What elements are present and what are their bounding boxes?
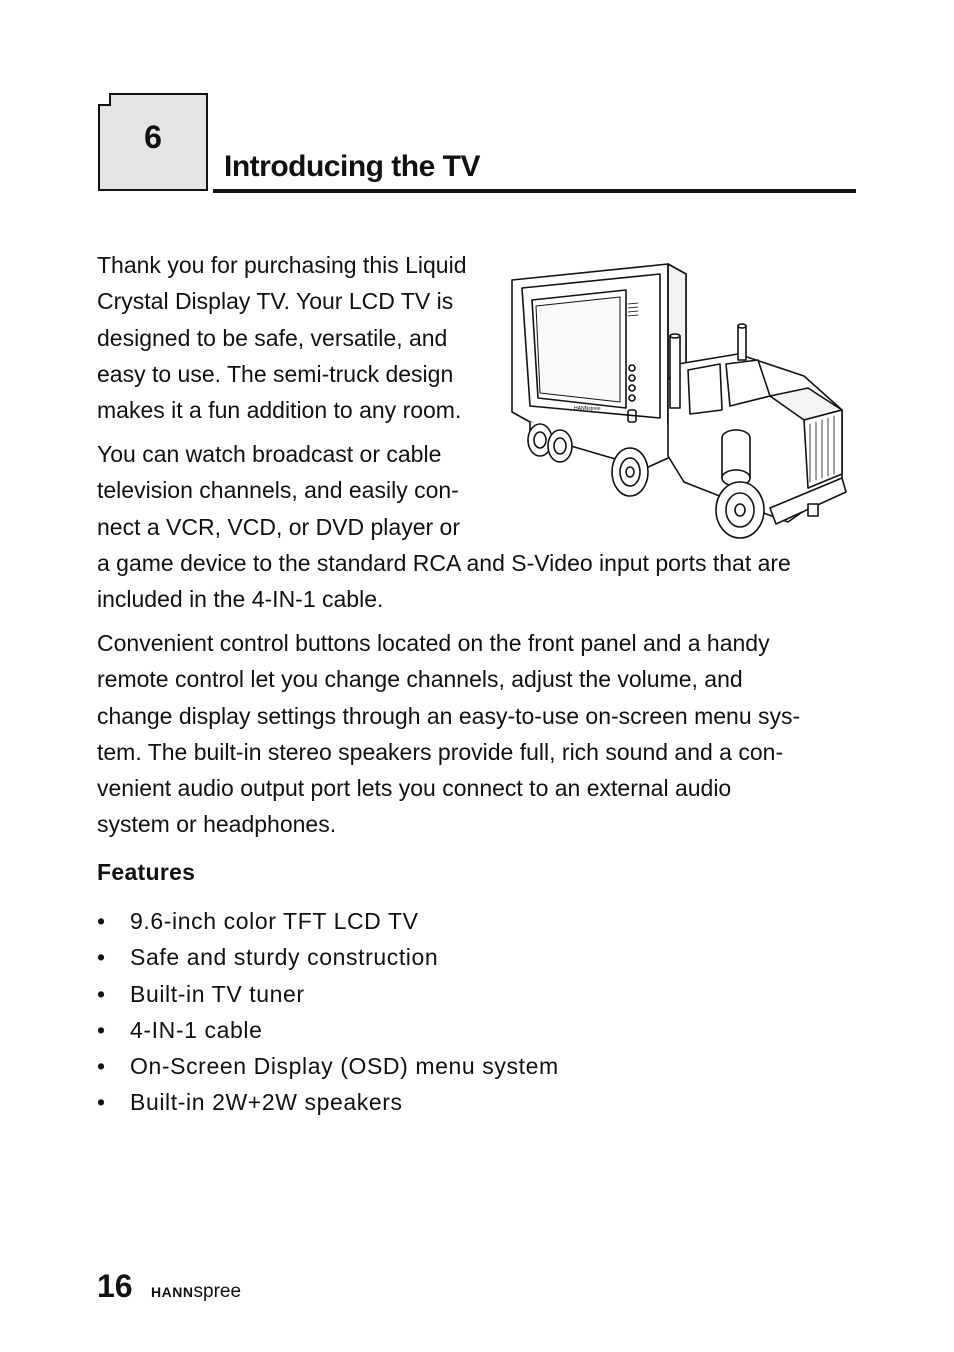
bullet-icon: • [97,980,106,1007]
chapter-tab [98,93,208,191]
feature-text: Built-in TV tuner [130,980,305,1007]
paragraph-line: makes it a fun addition to any room. [97,397,462,424]
feature-text: On-Screen Display (OSD) menu system [130,1053,559,1080]
paragraph-line: Convenient control buttons located on the front panel and a handy [97,630,770,656]
feature-text: Built-in 2W+2W speakers [130,1089,403,1116]
paragraph-line: television channels, and easily con- [97,477,459,504]
feature-text: Safe and sturdy construction [130,944,439,971]
page-footer [97,1268,241,1305]
paragraph-line: tem. The built-in stereo speakers provide full, rich sound and a con- [97,738,784,765]
brand-logo-light: spree [193,1281,242,1302]
feature-text: 9.6-inch color TFT LCD TV [130,908,419,934]
list-item [97,1012,559,1048]
paragraph-line: change display settings through an easy-to-use on-screen menu sys- [97,702,801,729]
bullet-icon: • [97,1016,106,1043]
paragraph-line: venient audio output port lets you connect to an external audio [97,775,732,802]
brand-logo-strong: HANN [151,1284,194,1300]
paragraph-line: nect a VCR, VCD, or DVD player or [97,513,461,540]
paragraph-line: remote control let you change channels, adjust the volume, and [97,666,743,693]
paragraph-line: Crystal Display TV. Your LCD TV is [97,288,454,315]
feature-text: 4-IN-1 cable [130,1016,263,1043]
bullet-icon: • [97,1053,106,1080]
intro-paragraph-3 [97,625,800,843]
semi-truck-tv-illustration [508,260,848,542]
list-item [97,939,559,975]
paragraph-line: included in the 4-IN-1 cable. [97,586,384,613]
page-title: Introducing the TV [224,150,480,183]
paragraph-line: Thank you for purchasing this Liquid [97,252,467,278]
paragraph-line: a game device to the standard RCA and S-Video input ports that are [97,549,791,576]
list-item [97,976,559,1012]
bullet-icon: • [97,944,106,971]
page-number: 16 [97,1268,133,1304]
features-list [97,903,559,1121]
paragraph-line: easy to use. The semi-truck design [97,360,454,387]
paragraph-line: You can watch broadcast or cable [97,441,442,467]
title-rule [213,189,856,193]
screen-brand: HANNspree [574,406,601,412]
list-item [97,1084,559,1120]
features-heading: Features [97,859,196,885]
bullet-icon: • [97,1089,106,1116]
intro-paragraph-1 [97,247,467,428]
paragraph-line: system or headphones. [97,811,337,838]
paragraph-line: designed to be safe, versatile, and [97,324,448,351]
brand-logo [151,1281,241,1302]
bullet-icon: • [97,908,106,934]
list-item [97,903,559,939]
list-item [97,1048,559,1084]
chapter-number: 6 [144,119,162,155]
